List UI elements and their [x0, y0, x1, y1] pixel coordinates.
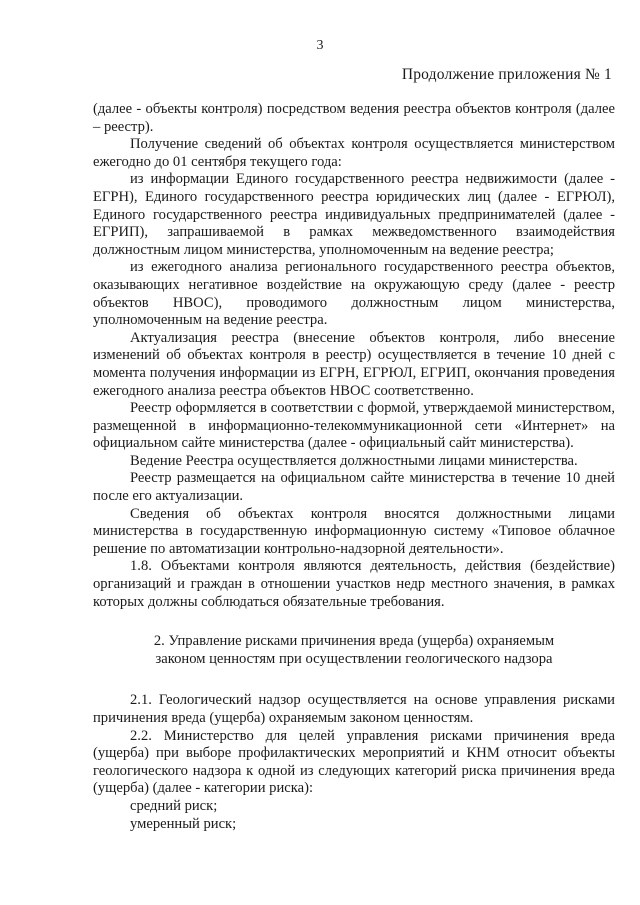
paragraph-egrn-source: из информации Единого государственного реестра недвижимости (далее - ЕГРН), Единого государственного реестра юридических лиц (далее - ЕГРЮЛ), Единого государственного реестра индивидуальных предпринимателей (далее - ЕГРИП), запрашиваемой в рамках межведомственного взаимодействия должностным лицом министерства, уполномоченным на ведение реестра;	[93, 171, 615, 258]
paragraph-info-system: Сведения об объектах контроля вносятся должностными лицами министерства в государственную информационную систему «Типовое облачное решение по автоматизации контрольно-надзорной деятельности».	[93, 505, 615, 557]
paragraph-obtaining-info: Получение сведений об объектах контроля осуществляется министерством ежегодно до 01 сентября текущего года:	[93, 136, 615, 170]
paragraph-2-1: 2.1. Геологический надзор осуществляется на основе управления рисками причинения вреда (ущерба) охраняемым законом ценностям.	[93, 692, 615, 726]
paragraph-register-maintenance: Ведение Реестра осуществляется должностными лицами министерства.	[130, 452, 578, 469]
section-2-title-line-1: 2. Управление рисками причинения вреда (ущерба) охраняемым	[153, 633, 555, 650]
paragraph-1-8: 1.8. Объектами контроля являются деятельность, действия (бездействие) организаций и граждан в отношении участков недр местного значения, в рамках которых должны соблюдаться обязательные требования.	[93, 558, 615, 610]
list-item-medium-risk: средний риск;	[130, 797, 218, 814]
paragraph-2-2: 2.2. Министерство для целей управления рисками причинения вреда (ущерба) при выборе профилактических мероприятий и КНМ относит объекты геологического надзора к одной из следующих категорий риска причинения вреда (ущерба) (далее - категории риска):	[93, 727, 615, 797]
section-2-title-line-2: законом ценностям при осуществлении геологического надзора	[155, 650, 553, 667]
paragraph-nvos-source: из ежегодного анализа регионального государственного реестра объектов, оказывающих негативное воздействие на окружающую среду (далее - реестр объектов НВОС), проводимого должностным лицом министерства, уполномоченным на ведение реестра.	[93, 259, 615, 329]
document-body	[93, 101, 615, 833]
section-2-title	[93, 633, 615, 668]
paragraph-register-form: Реестр оформляется в соответствии с формой, утверждаемой министерством, размещенной в информационно-телекоммуникационной сети «Интернет» на официальном сайте министерства (далее - официальный сайт министерства).	[93, 400, 615, 452]
page-number: 3	[316, 38, 324, 53]
paragraph-objects-continued: (далее - объекты контроля) посредством ведения реестра объектов контроля (далее – реестр).	[93, 101, 615, 135]
paragraph-register-update: Актуализация реестра (внесение объектов контроля, либо внесение изменений об объектах контроля в реестр) осуществляется в течение 10 дней с момента получения информации из ЕГРН, ЕГРЮЛ, ЕГРИП, окончания проведения ежегодного анализа реестра объектов НВОС соответственно.	[93, 329, 615, 399]
appendix-continuation-note: Продолжение приложения № 1	[401, 66, 612, 83]
paragraph-register-publication: Реестр размещается на официальном сайте министерства в течение 10 дней после его актуализации.	[93, 470, 615, 505]
list-item-moderate-risk: умеренный риск;	[130, 815, 237, 832]
